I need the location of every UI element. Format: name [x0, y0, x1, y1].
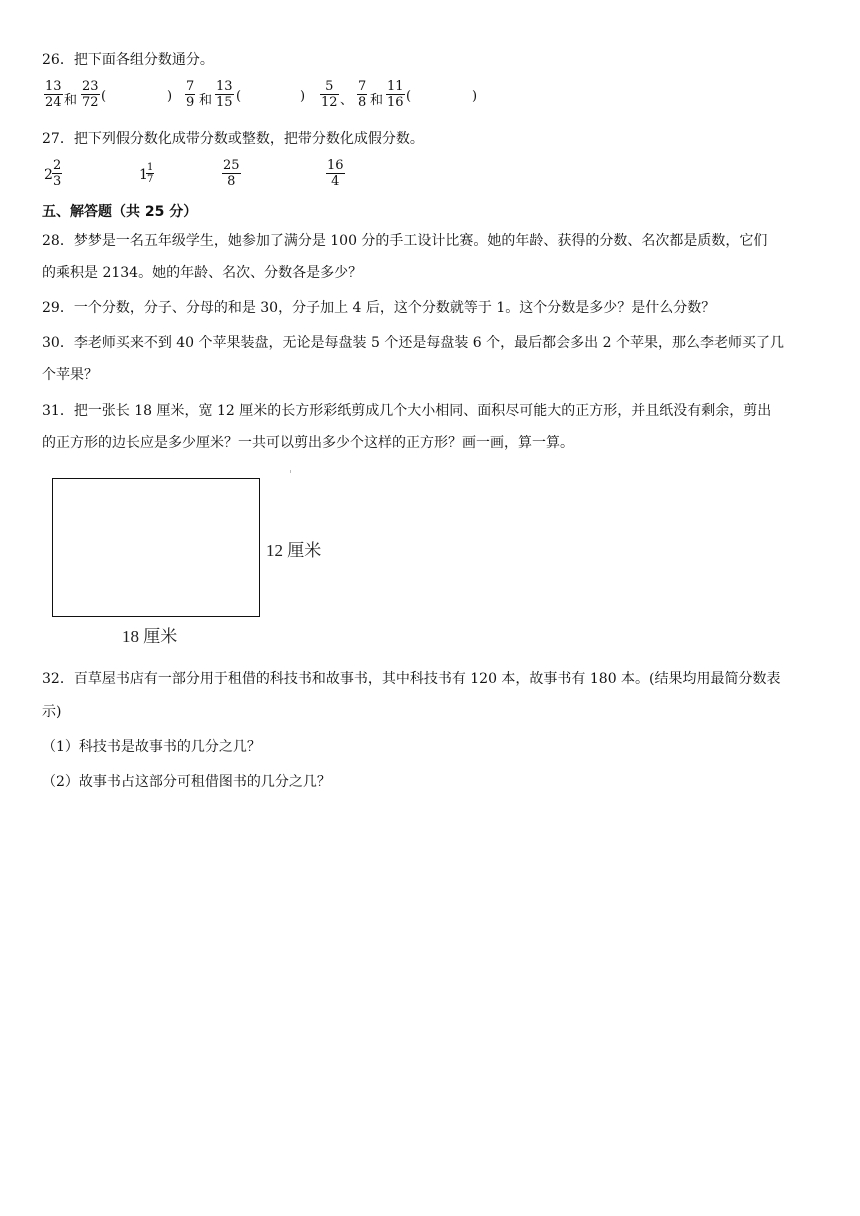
- q26-g3-fraction-c: [386, 79, 405, 110]
- q26-g2-fraction-a: [185, 79, 195, 110]
- numerator: 13: [216, 79, 233, 94]
- q26-label: 26．把下面各组分数通分。: [42, 52, 214, 68]
- q26-g2-fraction-b: [215, 79, 234, 110]
- numerator: 25: [223, 158, 240, 173]
- q26-g3-and: 和: [370, 93, 384, 108]
- denominator: 4: [331, 174, 340, 189]
- q26-g3-fraction-a: [320, 79, 339, 110]
- numerator: 2: [53, 158, 62, 173]
- denominator: 8: [227, 174, 236, 189]
- denominator: 8: [358, 95, 367, 110]
- numerator: 1: [147, 162, 154, 173]
- length-label: 18 厘米: [122, 627, 178, 646]
- numerator: 7: [358, 79, 367, 94]
- denominator: 3: [53, 174, 62, 189]
- q26-g3-separator: 、: [340, 93, 354, 108]
- figure-mark: [290, 470, 291, 473]
- q27-item1-fraction: [52, 158, 62, 189]
- q27-item4-fraction: [326, 158, 345, 189]
- q26-g1-and: 和: [64, 93, 78, 108]
- q32-sub2: （2）故事书占这部分可租借图书的几分之几？: [42, 774, 331, 790]
- numerator: 7: [186, 79, 195, 94]
- denominator: 9: [186, 95, 195, 110]
- numerator: 16: [327, 158, 344, 173]
- q27-item3-fraction: [222, 158, 241, 189]
- q27-item2-fraction: [146, 162, 154, 185]
- q32-sub1: （1）科技书是故事书的几分之几？: [42, 739, 261, 755]
- q26-g1-answer-open-paren: (: [101, 89, 107, 104]
- numerator: 11: [387, 79, 404, 94]
- q32-line2: 示): [42, 704, 62, 720]
- denominator: 12: [321, 95, 338, 110]
- denominator: 72: [82, 95, 99, 110]
- q28-line1: 28．梦梦是一名五年级学生，她参加了满分是 100 分的手工设计比赛。她的年龄、获得的分数、名次都是质数，它们: [42, 233, 768, 249]
- q31-line1: 31．把一张长 18 厘米，宽 12 厘米的长方形彩纸剪成几个大小相同、面积尽可能大的正方形，并且纸没有剩余，剪出: [42, 403, 772, 419]
- numerator: 23: [82, 79, 99, 94]
- denominator: 24: [45, 95, 62, 110]
- q26-g3-fraction-b: [357, 79, 367, 110]
- q26-g1-answer-close-paren: ): [167, 89, 173, 104]
- q27-item1-whole: 2: [44, 167, 53, 183]
- q26-g1-fraction-a: [44, 79, 63, 110]
- q26-g2-answer-open-paren: (: [236, 89, 242, 104]
- section-title: 五、解答题（共 25 分）: [42, 204, 198, 220]
- q27-item2-whole: 1: [139, 167, 148, 183]
- q32-line1: 32．百草屋书店有一部分用于租借的科技书和故事书，其中科技书有 120 本，故事书有 180 本。(结果均用最简分数表: [42, 671, 781, 687]
- q29-line1: 29．一个分数，分子、分母的和是 30，分子加上 4 后，这个分数就等于 1。这个分数是多少？是什么分数？: [42, 300, 716, 316]
- q26-g3-answer-open-paren: (: [406, 89, 412, 104]
- q30-line2: 个苹果？: [42, 367, 98, 383]
- denominator: 16: [387, 95, 404, 110]
- width-label: 12 厘米: [266, 541, 322, 560]
- q26-g2-answer-close-paren: ): [300, 89, 306, 104]
- denominator: 15: [216, 95, 233, 110]
- q26-g1-fraction-b: [81, 79, 100, 110]
- q27-label: 27．把下列假分数化成带分数或整数，把带分数化成假分数。: [42, 131, 424, 147]
- numerator: 13: [45, 79, 62, 94]
- q31-line2: 的正方形的边长应是多少厘米？一共可以剪出多少个这样的正方形？画一画，算一算。: [42, 435, 574, 451]
- q28-line2: 的乘积是 2134。她的年龄、名次、分数各是多少？: [42, 265, 363, 281]
- q26-g3-answer-close-paren: ): [472, 89, 478, 104]
- q30-line1: 30．李老师买来不到 40 个苹果装盘，无论是每盘装 5 个还是每盘装 6 个，最后都会多出 2 个苹果，那么李老师买了几: [42, 335, 784, 351]
- q26-g2-and: 和: [199, 93, 213, 108]
- rectangle-figure: [52, 478, 260, 617]
- numerator: 5: [325, 79, 334, 94]
- denominator: 7: [147, 174, 154, 185]
